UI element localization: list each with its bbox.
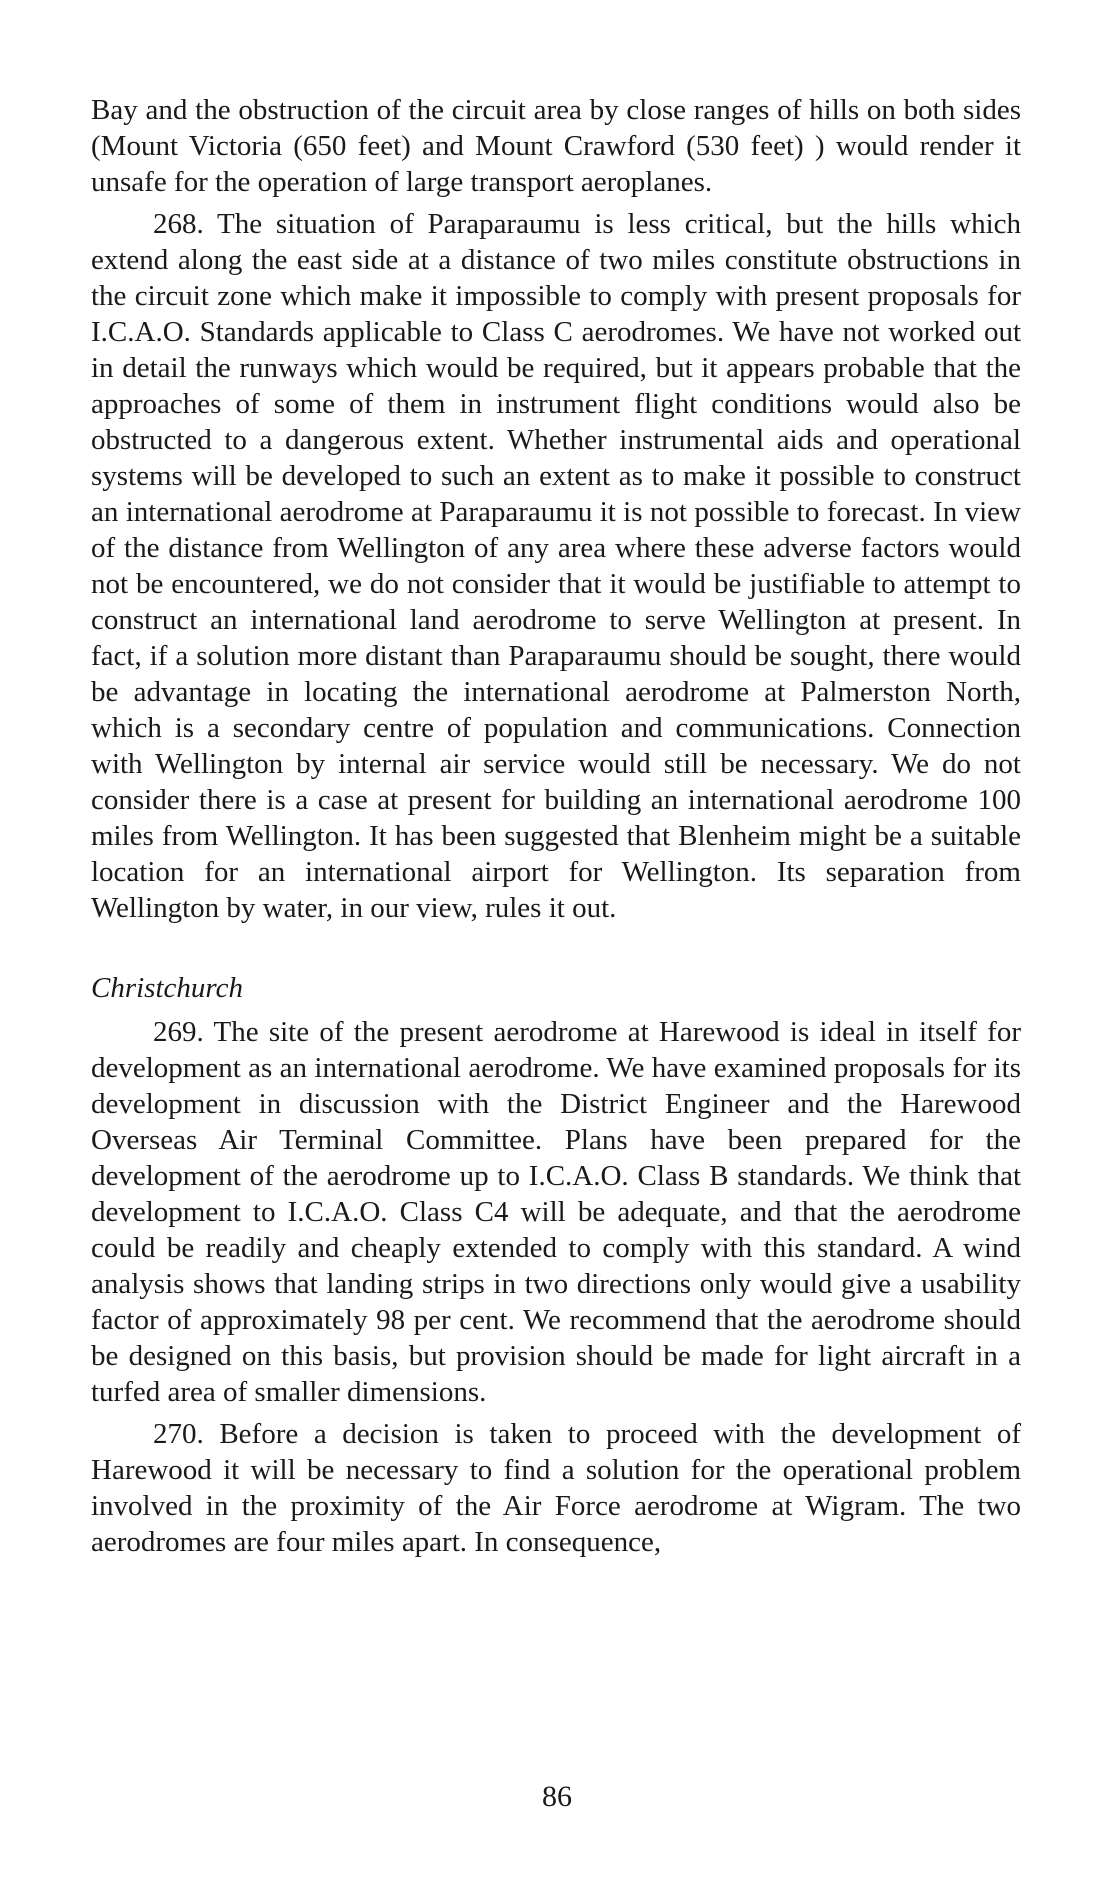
paragraph-270: 270. Before a decision is taken to proceed with the development of Harewood it will be necessary to find a solution for the operational problem involved in the proximity of the Air Force aerodrome at Wigram. The two aerodromes are four miles apart. In consequence, [91,1418,1021,1558]
page-number: 86 [542,1780,572,1813]
section-heading-christchurch: Christchurch [91,972,243,1004]
document-page [91,92,1021,1560]
paragraph-continued: Bay and the obstruction of the circuit area by close ranges of hills on both sides (Mount Victoria (650 feet) and Mount Crawford (530 feet) ) would render it unsafe for the operation of large transport aeroplanes. [91,94,1021,198]
paragraph-269: 269. The site of the present aerodrome at Harewood is ideal in itself for development as an international aerodrome. We have examined proposals for its development in discussion with the District Engineer and the Harewood Overseas Air Terminal Committee. Plans have been prepared for the development of the aerodrome up to I.C.A.O. Class B standards. We think that development to I.C.A.O. Class C4 will be adequate, and that the aerodrome could be readily and cheaply extended to comply with this standard. A wind analysis shows that landing strips in two directions only would give a usability factor of approximately 98 per cent. We recommend that the aerodrome should be designed on this basis, but provision should be made for light aircraft in a turfed area of smaller dimensions. [91,1016,1021,1408]
paragraph-268: 268. The situation of Paraparaumu is less critical, but the hills which extend along the east side at a distance of two miles constitute obstructions in the circuit zone which make it impossible to comply with present proposals for I.C.A.O. Standards applicable to Class C aerodromes. We have not worked out in detail the runways which would be required, but it appears probable that the approaches of some of them in instrument flight conditions would also be obstructed to a dangerous extent. Whether instrumental aids and operational systems will be developed to such an extent as to make it possible to construct an international aerodrome at Paraparaumu it is not possible to forecast. In view of the distance from Wellington of any area where these adverse factors would not be encountered, we do not consider that it would be justifiable to attempt to construct an international land aerodrome to serve Wellington at present. In fact, if a solution more distant than Paraparaumu should be sought, there would be advantage in locating the international aerodrome at Palmerston North, which is a secondary centre of population and communications. Connection with Wellington by internal air service would still be necessary. We do not consider there is a case at present for building an international aerodrome 100 miles from Wellington. It has been suggested that Blenheim might be a suitable location for an international airport for Wellington. Its separation from Wellington by water, in our view, rules it out. [91,208,1021,924]
